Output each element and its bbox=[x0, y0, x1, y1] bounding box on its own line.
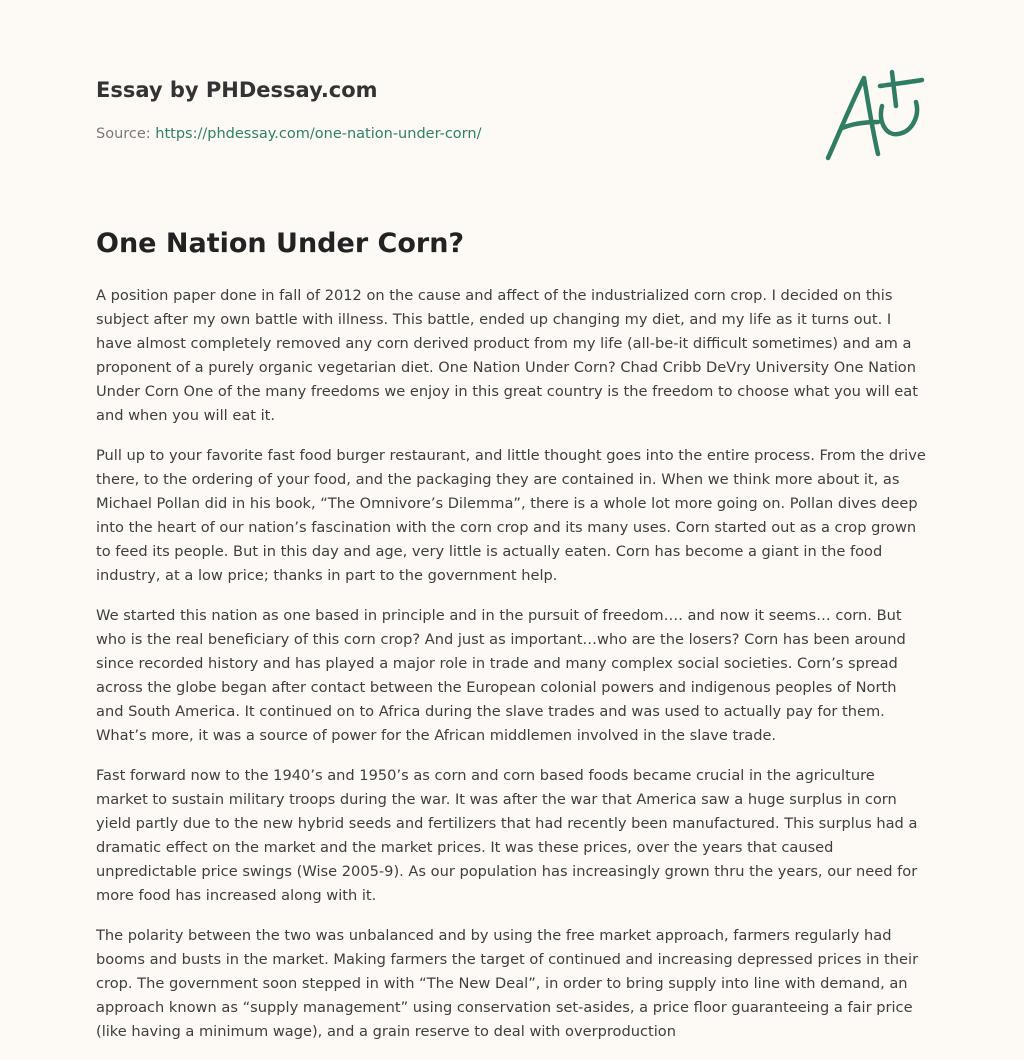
essay-paragraph: A position paper done in fall of 2012 on the cause and affect of the industrialized corn crop. I decided on this subject after my own battle with illness. This battle, ended up changing my diet, and my life as it turns out. I have almost completely removed any corn derived product from my life (all-be-it difficult sometimes) and am a proponent of a purely organic vegetarian diet. One Nation Under Corn? Chad Cribb DeVry University One Nation Under Corn One of the many freedoms we enjoy in this great country is the freedom to choose what you will eat and when you will eat it. bbox=[96, 287, 918, 424]
site-title: Essay by PHDessay.com bbox=[96, 78, 378, 102]
essay-paragraph: Pull up to your favorite fast food burger restaurant, and little thought goes into the entire process. From the drive there, to the ordering of your food, and the packaging they are contained in. When we think more about it, as Michael Pollan did in his book, “The Omnivore’s Dilemma”, there is a whole lot more going on. Pollan dives deep into the heart of our nation’s fascination with the corn crop and its many uses. Corn started out as a crop grown to feed its people. But in this day and age, very little is actually eaten. Corn has become a giant in the food industry, at a low price; thanks in part to the government help. bbox=[96, 447, 926, 584]
essay-body bbox=[96, 284, 928, 1060]
essay-paragraph: Fast forward now to the 1940’s and 1950’s as corn and corn based foods became crucial in the agriculture market to sustain military troops during the war. It was after the war that America saw a huge surplus in corn yield partly due to the new hybrid seeds and fertilizers that had recently been manufactured. This surplus had a dramatic effect on the market and the market prices. It was these prices, over the years that caused unpredictable price swings (Wise 2005-9). As our population has increasingly grown thru the years, our need for more food has increased along with it. bbox=[96, 767, 918, 904]
a-plus-logo-icon bbox=[820, 66, 930, 166]
essay-header bbox=[96, 76, 796, 144]
source-line bbox=[96, 124, 796, 144]
essay-paragraph: The polarity between the two was unbalanced and by using the free market approach, farmers regularly had booms and busts in the market. Making farmers the target of continued and increasing depressed prices in their crop. The government soon stepped in with “The New Deal”, in order to bring supply into line with demand, an approach known as “supply management” using conservation set-asides, a price floor guaranteeing a fair price (like having a minimum wage), and a grain reserve to deal with overproduction bbox=[96, 927, 919, 1040]
essay-title: One Nation Under Corn? bbox=[96, 228, 465, 259]
source-label: Source: bbox=[96, 126, 151, 142]
essay-paragraph: We started this nation as one based in principle and in the pursuit of freedom…. and now it seems… corn. But who is the real beneficiary of this corn crop? And just as important…who are the losers? Corn has been around since recorded history and has played a major role in trade and many complex social societies. Corn’s spread across the globe began after contact between the European colonial powers and indigenous peoples of North and South America. It continued on to Africa during the slave trades and was used to actually pay for them. What’s more, it was a source of power for the African middlemen involved in the slave trade. bbox=[96, 607, 906, 744]
source-link[interactable]: https://phdessay.com/one-nation-under-corn/ bbox=[155, 126, 482, 142]
